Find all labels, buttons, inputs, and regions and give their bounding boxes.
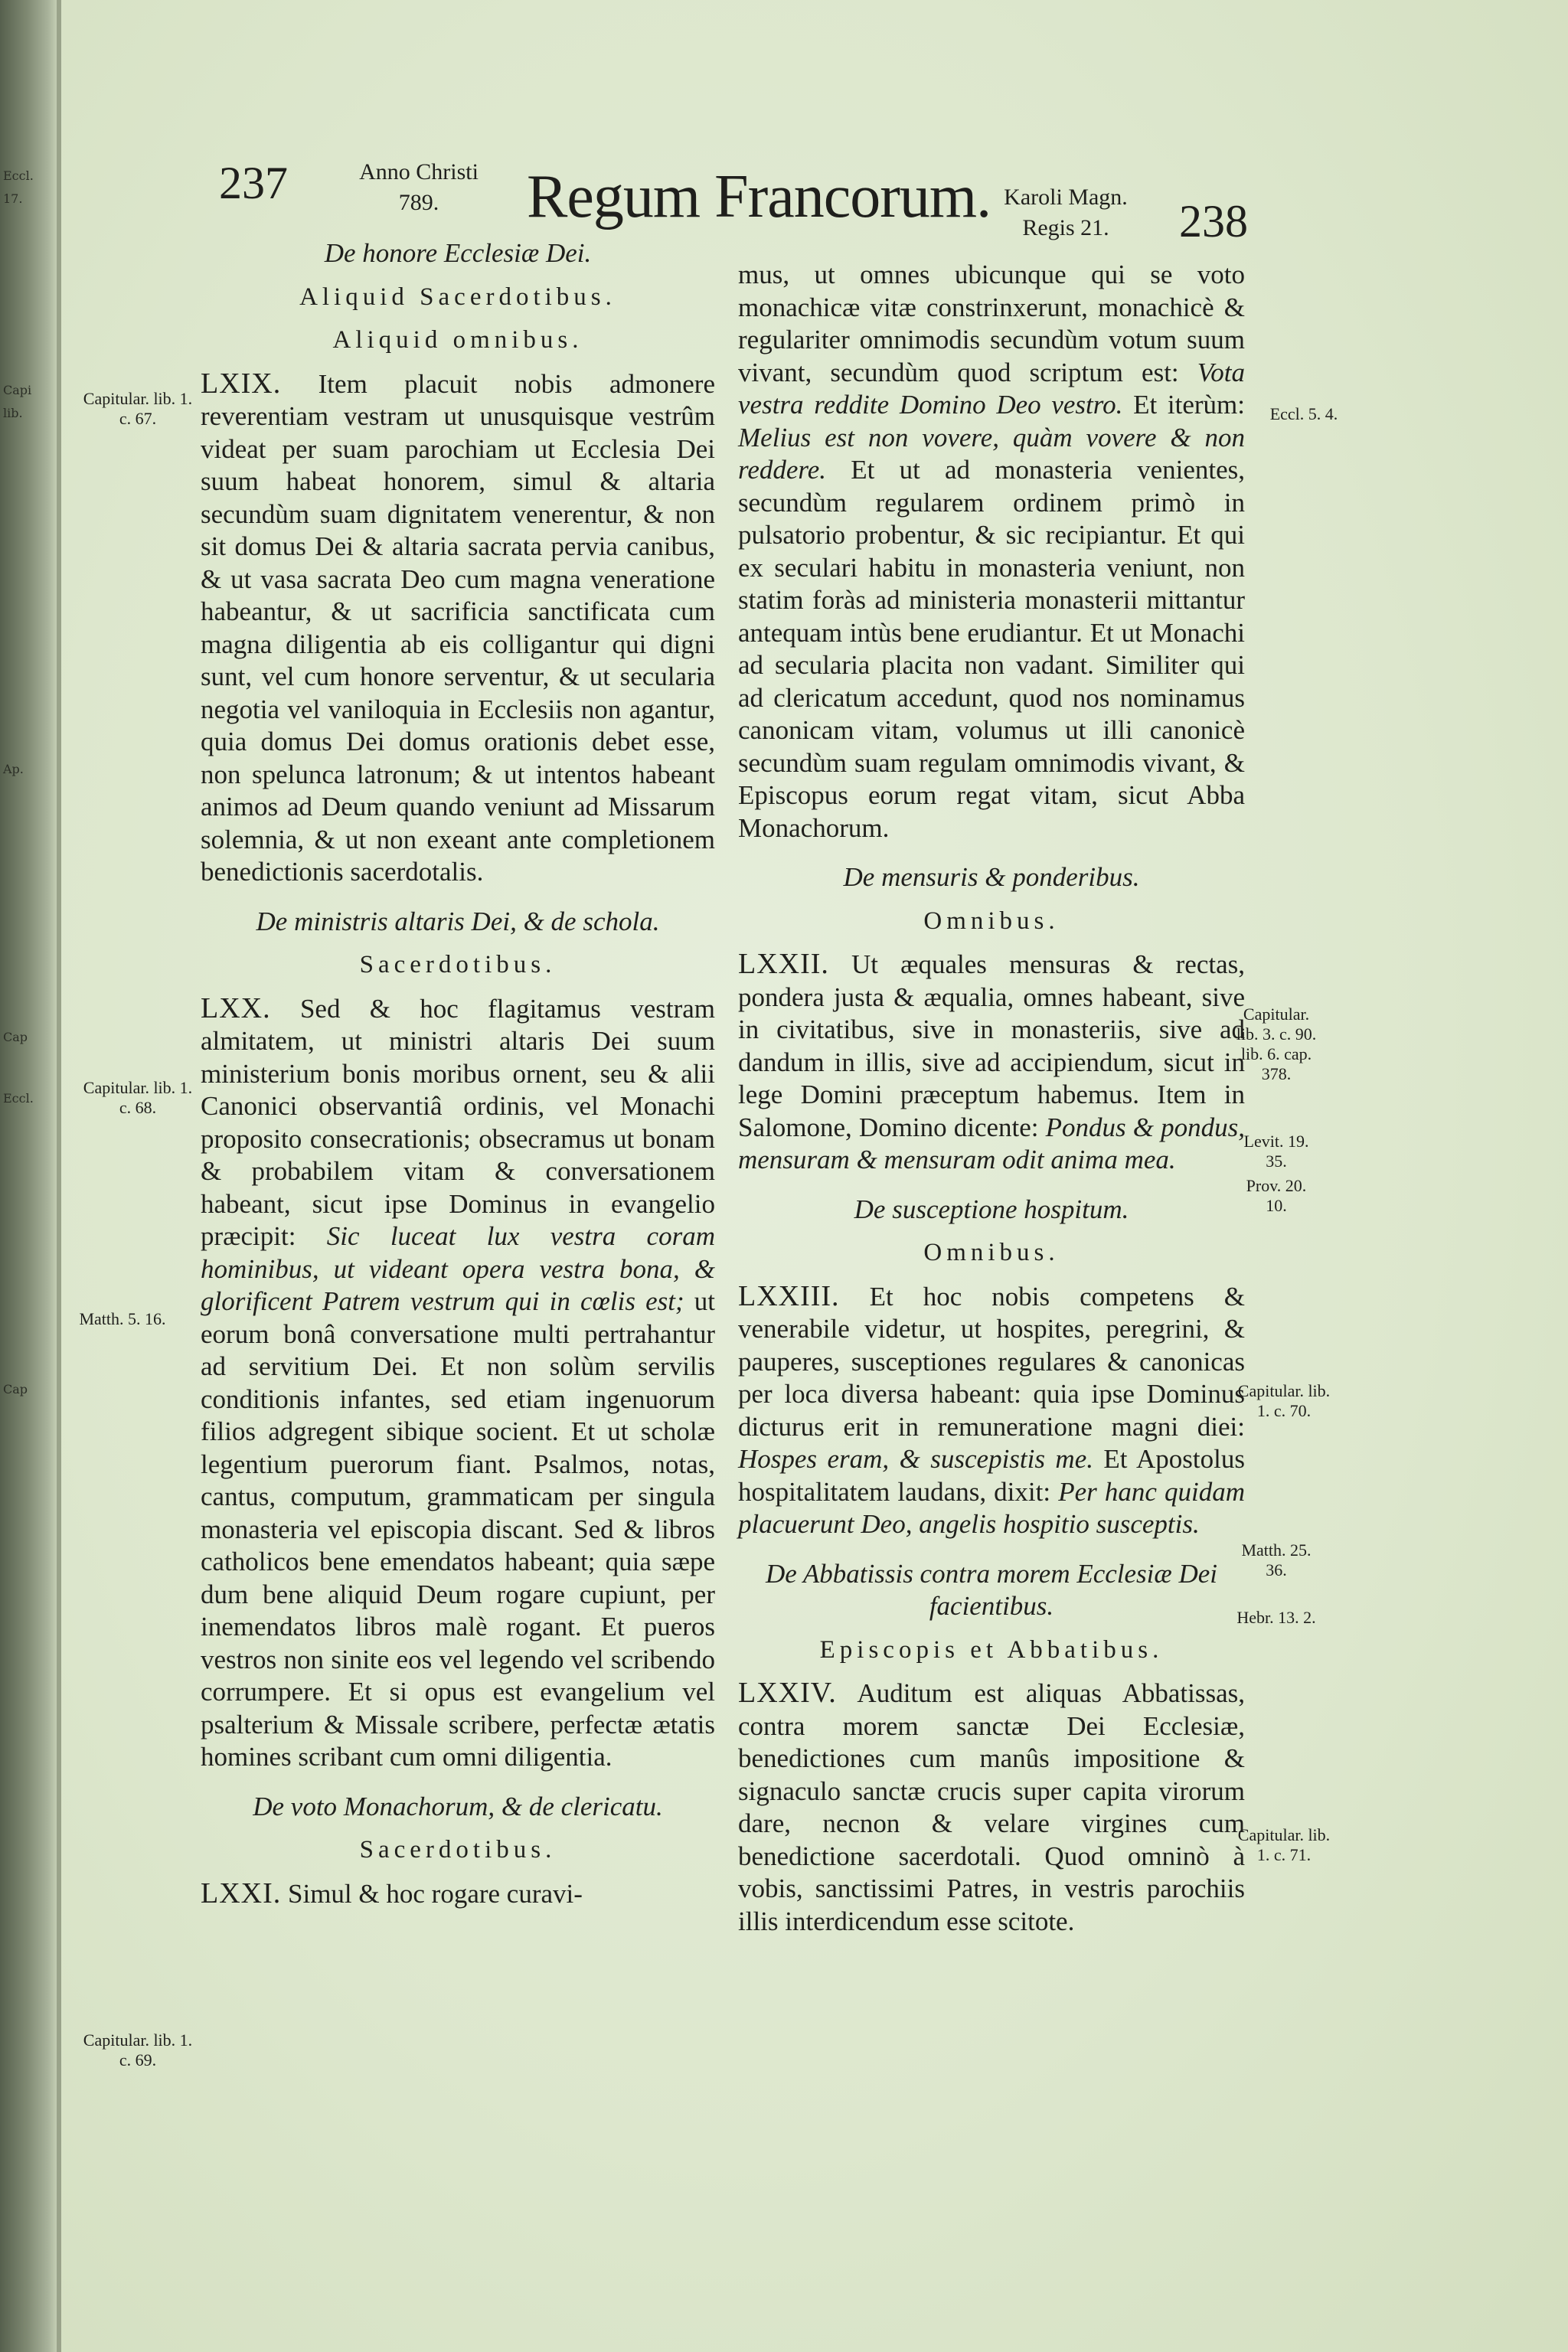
margin-note: Capitular. lib. 1. c. 67. <box>83 389 193 428</box>
gutter-fragment: Eccl. <box>3 1091 34 1106</box>
section-addressee: Aliquid Sacerdotibus. <box>299 283 616 311</box>
margin-note: Eccl. 5. 4. <box>1269 404 1338 423</box>
chapter-70 <box>201 992 715 1774</box>
margin-note: Prov. 20. 10. <box>1246 1176 1307 1215</box>
section-title: De susceptione hospitum. <box>854 1194 1129 1224</box>
regis-label: Regis 21. <box>1022 215 1109 240</box>
chapter-number: LXXI. <box>201 1877 282 1909</box>
section-title: De Abbatissis contra morem Ecclesiæ Dei facientibus. <box>765 1558 1218 1621</box>
chapter-72 <box>738 948 1245 1177</box>
book-gutter-previous-page <box>0 0 60 2352</box>
chapter-text: Item placuit nobis admonere reverentiam vestram ut unusquisque vestrûm videat per suam parochiam ut Ecclesia Dei suum habeat honorem, simul & altaria secundùm suam dignitatem venerentur, & non sit domus Dei & altaria sacrata pervia canibus, & ut vasa sacrata Deo cum magna veneratione habeantur, & ut sacrificia sanctificata cum magna diligentia ab eis colligantur qui digni sunt, vel cum honore serventur, & ut secularia negotia vel vaniloquia in Ecclesiis non agantur, quia domus Dei domus orationis debet esse, non spelunca latronum; & ut intentos habeant animos ad Deum quando veniunt ad Missarum solemnia, & ut non exeant ante completionem benedictionis sacerdotalis. <box>201 368 716 887</box>
scripture-quote: Melius est non vovere, quàm vovere & non reddere. <box>738 422 1245 485</box>
chapter-text: ut eorum bonâ conversatione multi pertrahantur ad servitium Dei. Et non solùm servilis conditionis infantes, sed etiam ingenuorum filios adgregent sibique socient. Et ut scholæ legentium puerorum fiant. Psalmos, notas, cantus, computum, grammaticam per singula monasteria vel episcopia discant. Sed & libros catholicos bene emendatos habeant; quia sæpe dum bene aliquid Deum rogare cupiunt, per inemendatos libros malè rogant. Et pueros vestros non sinite eos vel legendo vel scribendo corrumpere. Et si opus est evangelium vel psalterium & Missale scribere, perfectæ ætatis homines scribant cum omni diligentia. <box>201 1286 715 1772</box>
margin-note: Matth. 5. 16. <box>79 1309 166 1328</box>
margin-note: Hebr. 13. 2. <box>1236 1608 1316 1627</box>
margin-note: Matth. 25. 36. <box>1241 1540 1312 1579</box>
chapter-number: LXIX. <box>201 367 282 400</box>
scripture-quote: Pondus & pondus, mensuram & mensuram odit anima mea. <box>738 1112 1245 1174</box>
page-number-right: 238 <box>1179 196 1248 247</box>
gutter-fragment: Cap <box>3 1382 28 1396</box>
gutter-fragment: lib. <box>3 406 23 420</box>
section-addressee: Episcopis et Abbatibus. <box>819 1635 1164 1664</box>
section-title: De honore Ecclesiæ Dei. <box>324 238 592 268</box>
gutter-fragment: Ap. <box>3 762 24 776</box>
chapter-text: Et iterùm: <box>1133 390 1245 420</box>
chapter-text: mus, ut omnes ubicunque qui se voto monachicæ vitæ constrinxerunt, monachicè & regulariter omnimodis secundùm votum suum vivant, secundùm quod scriptum est: <box>738 260 1245 387</box>
gutter-fragment: Capi <box>3 383 32 397</box>
chapter-69 <box>201 368 715 889</box>
margin-note: Capitular. lib. 1. c. 70. <box>1237 1381 1331 1420</box>
chapter-71-continued <box>738 259 1245 844</box>
scripture-quote: Per hanc quidam placuerunt Deo, angelis hospitio susceptis. <box>738 1476 1246 1539</box>
left-column <box>201 237 715 1910</box>
chapter-text: Et hoc nobis competens & venerabile videtur, ut hospites, peregrini, & pauperes, susceptiones regulares & canonicas per loca diversa habeant: quia ipse Dominus dicturus erit in remuneratione magni diei: <box>738 1281 1245 1442</box>
running-header-reign <box>966 182 1165 243</box>
gutter-fragment: 17. <box>3 191 23 206</box>
margin-note: Capitular. lib. 3. c. 90. lib. 6. cap. 378. <box>1236 1004 1317 1083</box>
anno-year: 789. <box>398 190 439 215</box>
margin-note: Levit. 19. 35. <box>1243 1132 1309 1171</box>
section-addressee: Sacerdotibus. <box>359 1836 557 1864</box>
margin-note: Capitular. lib. 1. c. 69. <box>83 2030 193 2069</box>
section-title: De ministris altaris Dei, & de schola. <box>256 906 660 936</box>
section-addressee: Sacerdotibus. <box>359 951 557 978</box>
anno-label: Anno Christi <box>359 159 479 185</box>
gutter-fragment: Eccl. <box>3 168 34 183</box>
chapter-71 <box>201 1877 715 1911</box>
chapter-number: LXXIV. <box>738 1677 837 1709</box>
chapter-73 <box>738 1280 1245 1541</box>
gutter-fragment: Cap <box>3 1030 28 1044</box>
section-title: De voto Monachorum, & de clericatu. <box>253 1791 663 1821</box>
right-column <box>738 259 1245 1938</box>
chapter-number: LXX. <box>201 991 271 1024</box>
chapter-number: LXXIII. <box>738 1279 840 1312</box>
chapter-text: Et ut ad monasteria venientes, secundùm regularem ordinem primò in pulsatorio probentur, & sic recipiantur. Et qui ex seculari habitu in monasteria veniunt, non statim foràs ad ministeria monasterii mittantur antequam intùs bene erudiantur. Et ut Monachi ad secularia placita non vadant. Similiter qui ad clericatum accedunt, quod nos nominamus canonicam vitam, volumus ut illi canonicè secundùm suam regulam omnimodis vivant, & Episcopus eorum regat vitam, sicut Abba Monachorum. <box>738 455 1245 843</box>
chapter-text: Sed & hoc flagitamus vestram almitatem, ut ministri altaris Dei suum ministerium bonis moribus ornent, seu & alii Canonici observantiâ ordinis, vel Monachi proposito consecrationis; obsecramus ut bonam & probabilem vitam & conversationem habeant, sicut ipse Dominus in evangelio præcipit: <box>201 993 716 1251</box>
page-title: Regum Francorum. <box>527 163 991 230</box>
chapter-text: Simul & hoc rogare curavi- <box>288 1878 583 1909</box>
chapter-number: LXXII. <box>738 948 829 980</box>
scripture-quote: Sic luceat lux vestra coram hominibus, ut videant opera vestra bona, & glorificent Patrem vestrum qui in cœlis est; <box>201 1221 715 1316</box>
chapter-text: Et Apostolus hospitalitatem laudans, dixit: <box>738 1444 1245 1507</box>
scripture-quote: Vota vestra reddite Domino Deo vestro. <box>738 357 1246 420</box>
page-number-left: 237 <box>219 158 288 208</box>
section-title: De mensuris & ponderibus. <box>843 862 1140 892</box>
chapter-74 <box>738 1677 1245 1938</box>
section-addressee: Omnibus. <box>923 906 1060 935</box>
section-addressee: Aliquid omnibus. <box>332 326 583 354</box>
chapter-text: Ut æquales mensuras & rectas, pondera justa & æqualia, omnes habeant, sive in civitatibus, sive in monasteriis, sive ad dandum in illis, sive ad accipiendum, sicut in lege Domini præceptum habemus. Item in Salomone, Domino dicente: <box>738 949 1246 1142</box>
scripture-quote: Hospes eram, & suscepistis me. <box>738 1444 1093 1474</box>
chapter-text: Auditum est aliquas Abbatissas, contra morem sanctæ Dei Ecclesiæ, benedictiones cum manûs impositione & signaculo sanctæ crucis super capita virorum dare, necnon & velare virgines cum benedictione sacerdotali. Quod omninò à vobis, sanctissimi Patres, in vestris parochiis illis interdicendum esse scitote. <box>738 1678 1245 1936</box>
section-addressee: Omnibus. <box>923 1239 1060 1266</box>
margin-note: Capitular. lib. 1. c. 68. <box>83 1078 193 1117</box>
running-header-year <box>315 157 522 218</box>
margin-note: Capitular. lib. 1. c. 71. <box>1237 1825 1331 1864</box>
karoli-label: Karoli Magn. <box>1004 185 1128 210</box>
